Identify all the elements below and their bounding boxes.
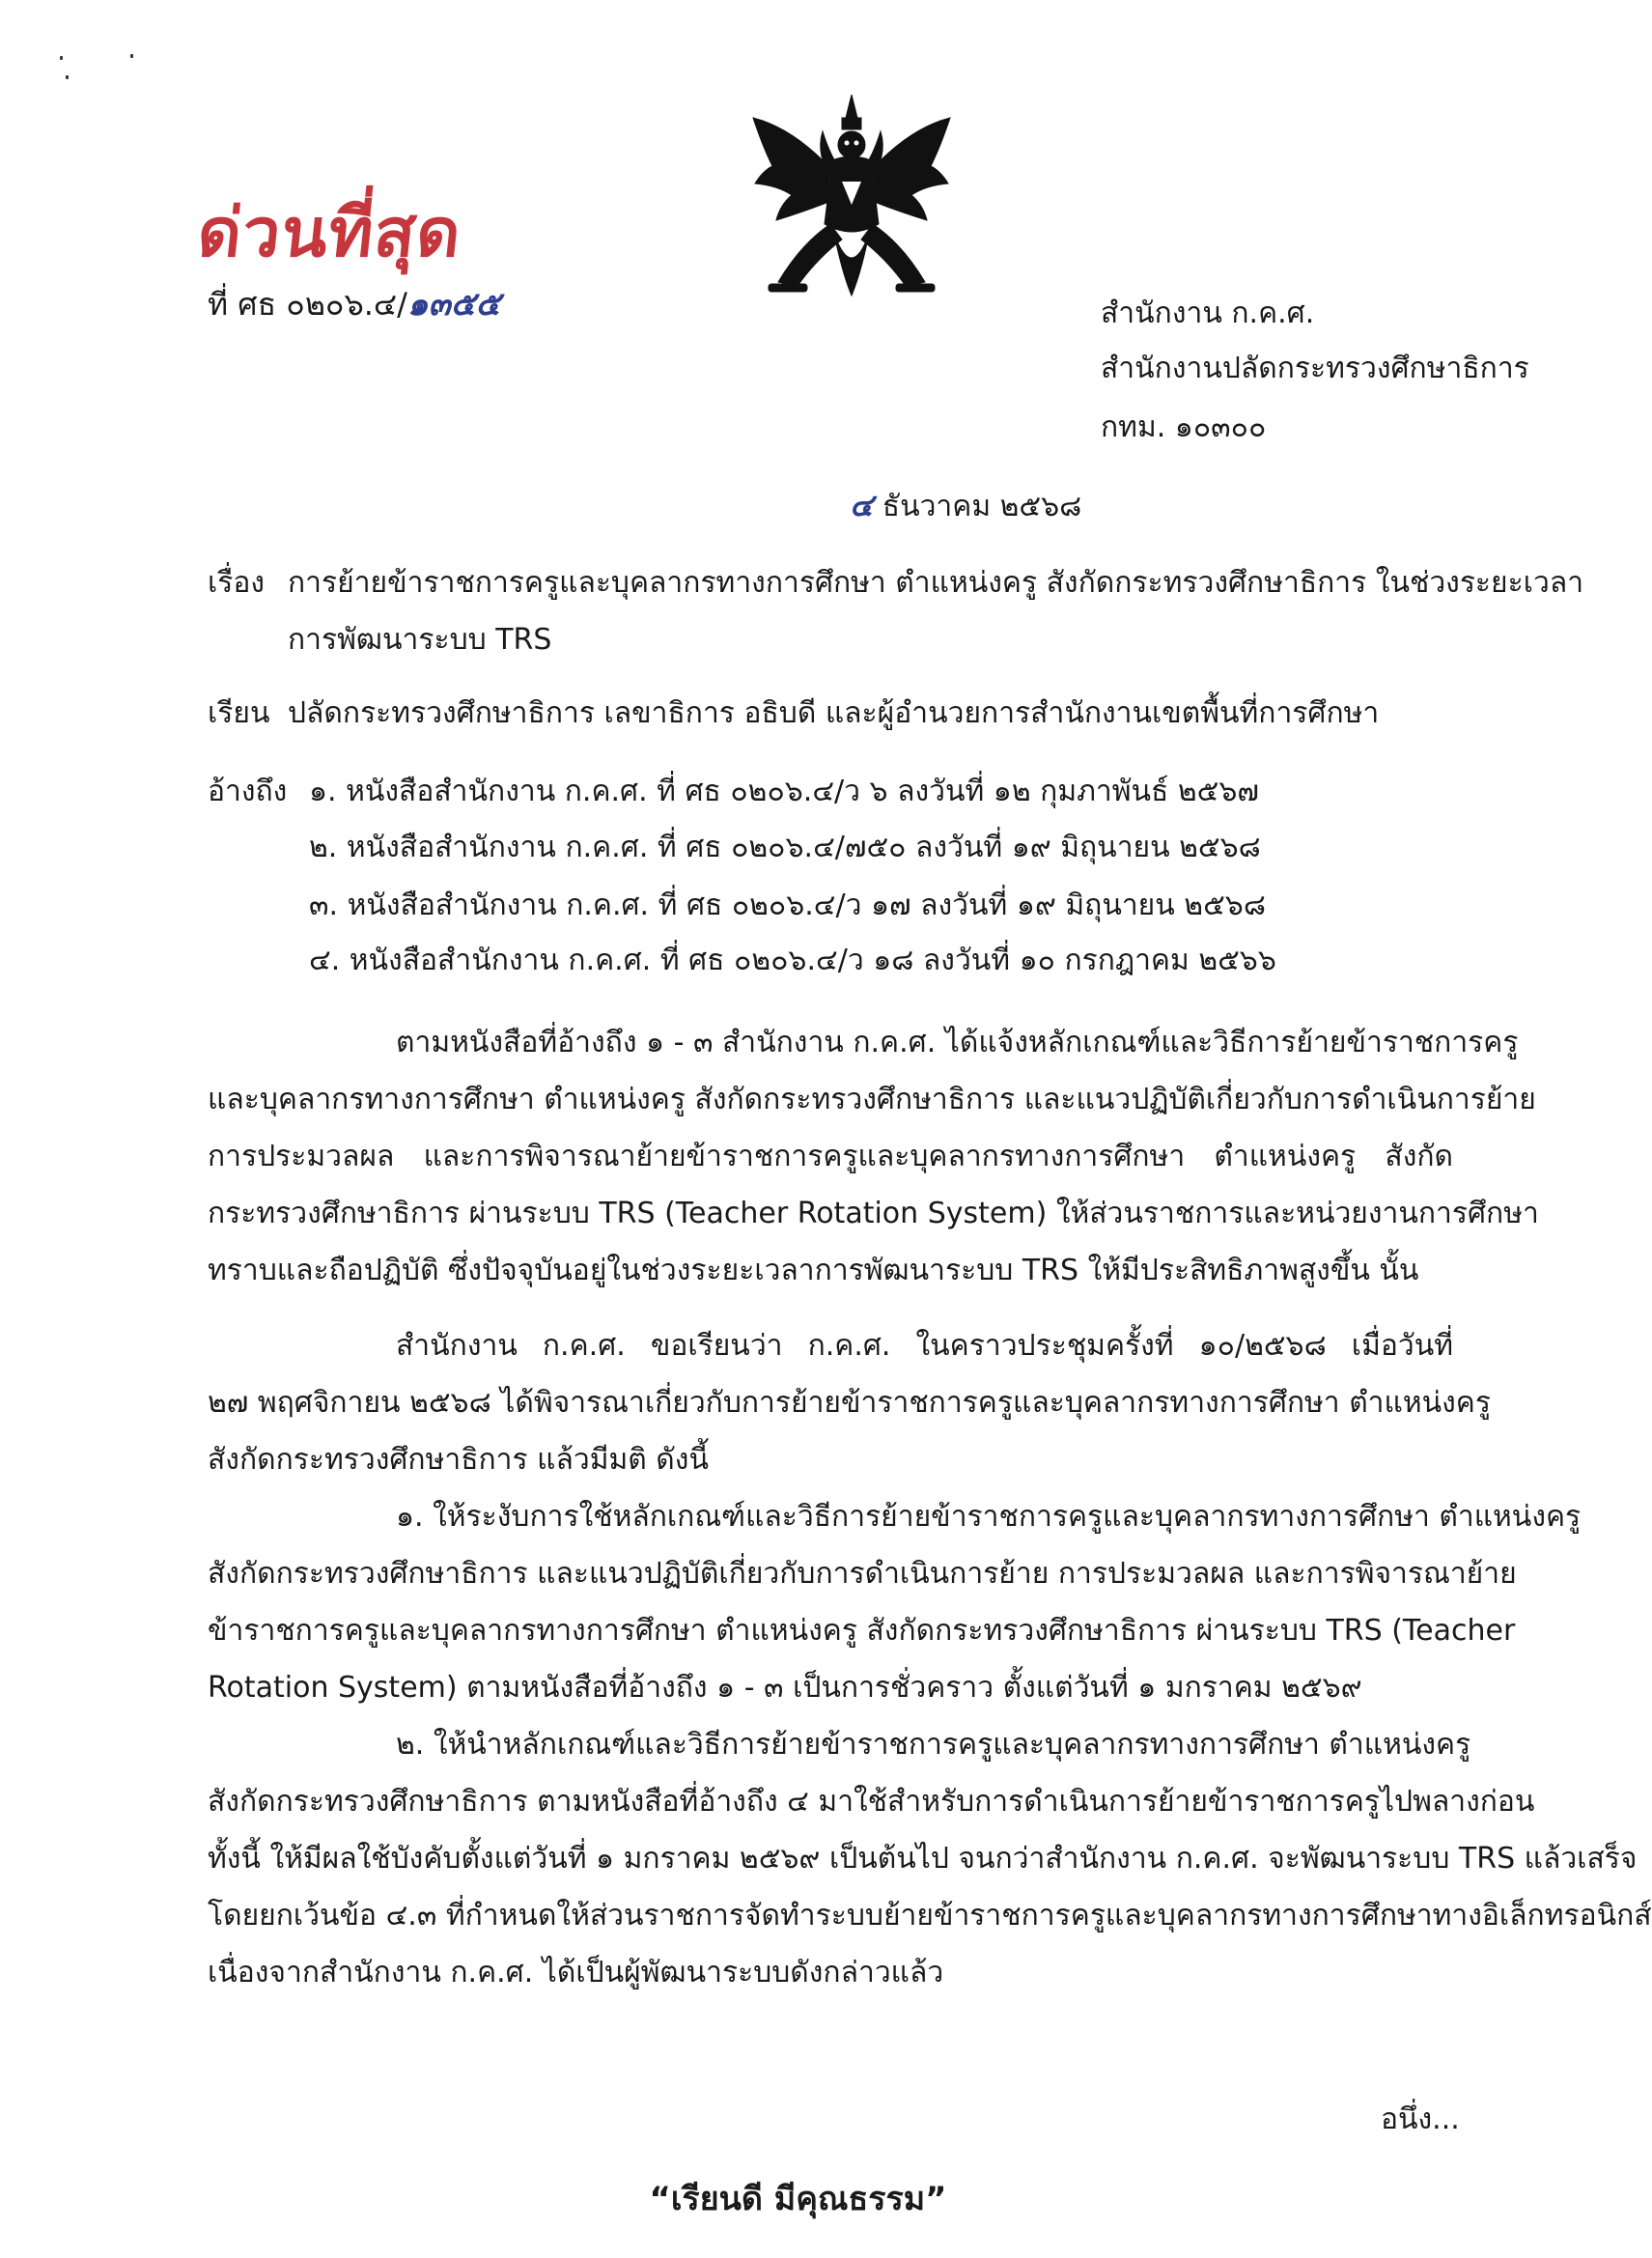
references-label: อ้างถึง (208, 775, 288, 808)
letter-date (850, 487, 1082, 523)
document-number-prefix: ที่ ศธ ๐๒๐๖.๔/ (208, 286, 407, 323)
sender-postal: กทม. ๑๐๓๐๐ (1101, 410, 1267, 444)
paragraph-1-line: ทราบและถือปฏิบัติ ซึ่งปัจจุบันอยู่ในช่วงระยะเวลาการพัฒนาระบบ TRS ให้มีประสิทธิภาพสูงขึ้น นั้น (208, 1254, 1419, 1287)
paragraph-1-line: ตามหนังสือที่อ้างถึง ๑ - ๓ สำนักงาน ก.ค.ศ. ได้แจ้งหลักเกณฑ์และวิธีการย้ายข้าราชการครู (396, 1026, 1519, 1059)
resolution-item-1-line: ข้าราชการครูและบุคลากรทางการศึกษา ตำแหน่งครู สังกัดกระทรวงศึกษาธิการ ผ่านระบบ TRS (Teacher (208, 1614, 1516, 1648)
paragraph-2-line: สำนักงาน ก.ค.ศ. ขอเรียนว่า ก.ค.ศ. ในคราวประชุมครั้งที่ ๑๐/๒๕๖๘ เมื่อวันที่ (396, 1329, 1453, 1363)
resolution-item-1-line: สังกัดกระทรวงศึกษาธิการ และแนวปฏิบัติเกี่ยวกับการดำเนินการย้าย การประมวลผล และการพิจารณาย้าย (208, 1557, 1517, 1591)
resolution-item-1-line: Rotation System) ตามหนังสือที่อ้างถึง ๑ - ๓ เป็นการชั่วคราว ตั้งแต่วันที่ ๑ มกราคม ๒๕๖๙ (208, 1671, 1362, 1705)
salutation-text: ปลัดกระทรวงศึกษาธิการ เลขาธิการ อธิบดี และผู้อำนวยการสำนักงานเขตพื้นที่การศึกษา (288, 696, 1380, 730)
scan-speck (66, 75, 69, 79)
date-month-year: ธันวาคม ๒๕๖๘ (882, 490, 1082, 523)
resolution-item-2-line: โดยยกเว้นข้อ ๔.๓ ที่กำหนดให้ส่วนราชการจัดทำระบบย้ายข้าราชการครูและบุคลากรทางการศึกษาทางอิเล็กทรอนิกส์ (208, 1899, 1652, 1933)
resolution-item-2-line: สังกัดกระทรวงศึกษาธิการ ตามหนังสือที่อ้างถึง ๔ มาใช้สำหรับการดำเนินการย้ายข้าราชการครูไปพลางก่อน (208, 1785, 1535, 1819)
paragraph-2-line: สังกัดกระทรวงศึกษาธิการ แล้วมีมติ ดังนี้ (208, 1443, 709, 1477)
paragraph-2-line: ๒๗ พฤศจิกายน ๒๕๖๘ ได้พิจารณาเกี่ยวกับการย้ายข้าราชการครูและบุคลากรทางการศึกษา ตำแหน่งครู (208, 1386, 1491, 1420)
sender-office: สำนักงาน ก.ค.ศ. (1101, 296, 1315, 330)
paragraph-1-line: กระทรวงศึกษาธิการ ผ่านระบบ TRS (Teacher Rotation System) ให้ส่วนราชการและหน่วยงานการศึกษา (208, 1197, 1539, 1230)
document-number (208, 285, 501, 324)
continuation-marker: อนึ่ง... (1381, 2103, 1460, 2136)
subject-label: เรื่อง (208, 566, 266, 600)
urgent-stamp: ด่วนที่สุด (193, 192, 466, 272)
document-number-handwritten: ๑๓๕๕ (406, 285, 501, 324)
scan-speck (130, 54, 133, 58)
resolution-item-2-line: ทั้งนี้ ให้มีผลใช้บังคับตั้งแต่วันที่ ๑ มกราคม ๒๕๖๙ เป็นต้นไป จนกว่าสำนักงาน ก.ค.ศ. จะพัฒนาระบบ TRS แล้วเสร็จ (208, 1842, 1638, 1876)
reference-item: ๔. หนังสือสำนักงาน ก.ค.ศ. ที่ ศธ ๐๒๐๖.๔/ว ๑๘ ลงวันที่ ๑๐ กรกฎาคม ๒๕๖๖ (309, 944, 1276, 977)
reference-item: ๓. หนังสือสำนักงาน ก.ค.ศ. ที่ ศธ ๐๒๐๖.๔/ว ๑๗ ลงวันที่ ๑๙ มิถุนายน ๒๕๖๘ (309, 889, 1266, 922)
sender-agency: สำนักงานปลัดกระทรวงศึกษาธิการ (1101, 352, 1529, 385)
scan-speck (60, 56, 63, 60)
paragraph-1-line: และบุคลากรทางการศึกษา ตำแหน่งครู สังกัดกระทรวงศึกษาธิการ และแนวปฏิบัติเกี่ยวกับการดำเนินการย้าย (208, 1083, 1536, 1116)
salutation-label: เรียน (208, 696, 270, 730)
resolution-item-1-line: ๑. ให้ระงับการใช้หลักเกณฑ์และวิธีการย้ายข้าราชการครูและบุคลากรทางการศึกษา ตำแหน่งครู (396, 1500, 1582, 1534)
subject-line-1: การย้ายข้าราชการครูและบุคลากรทางการศึกษา ตำแหน่งครู สังกัดกระทรวงศึกษาธิการ ในช่วงระยะเวลา (288, 566, 1584, 600)
ministry-motto: “เรียนดี มีคุณธรรม” (649, 2180, 947, 2218)
paragraph-1-line: การประมวลผล และการพิจารณาย้ายข้าราชการครูและบุคลากรทางการศึกษา ตำแหน่งครู สังกัด (208, 1140, 1453, 1173)
garuda-emblem-icon (734, 89, 970, 325)
reference-item: ๒. หนังสือสำนักงาน ก.ค.ศ. ที่ ศธ ๐๒๐๖.๔/๗๕๐ ลงวันที่ ๑๙ มิถุนายน ๒๕๖๘ (309, 831, 1261, 864)
subject-line-2: การพัฒนาระบบ TRS (288, 623, 552, 657)
date-day-handwritten: ๔ (850, 487, 874, 523)
reference-item: ๑. หนังสือสำนักงาน ก.ค.ศ. ที่ ศธ ๐๒๐๖.๔/ว ๖ ลงวันที่ ๑๒ กุมภาพันธ์ ๒๕๖๗ (309, 775, 1259, 808)
resolution-item-2-line: เนื่องจากสำนักงาน ก.ค.ศ. ได้เป็นผู้พัฒนาระบบดังกล่าวแล้ว (208, 1956, 944, 1990)
resolution-item-2-line: ๒. ให้นำหลักเกณฑ์และวิธีการย้ายข้าราชการครูและบุคลากรทางการศึกษา ตำแหน่งครู (396, 1728, 1471, 1762)
